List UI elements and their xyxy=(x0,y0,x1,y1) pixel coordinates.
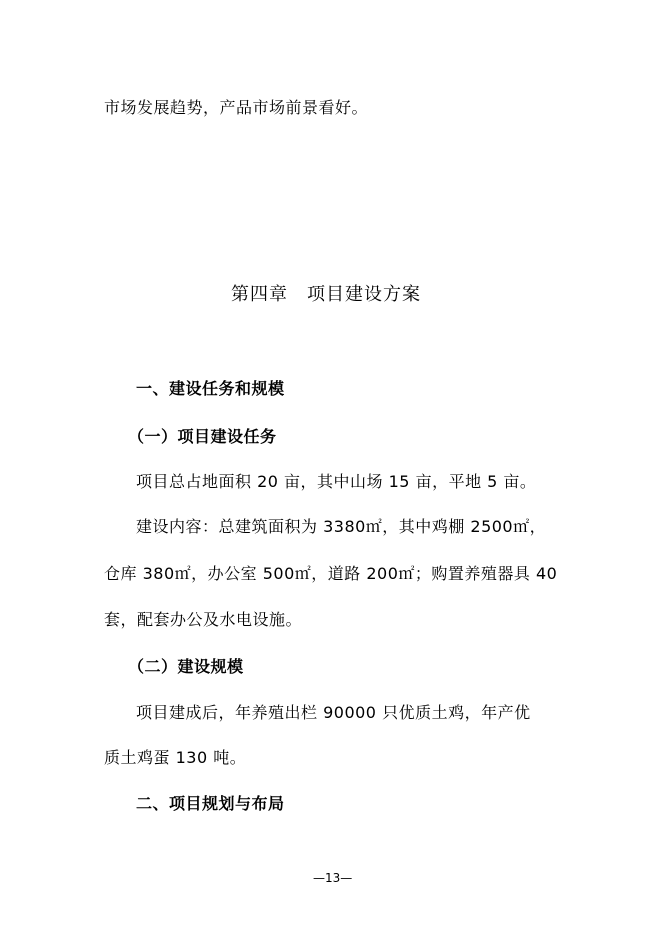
paragraph-construction-content-line2: 仓库 380㎡，办公室 500㎡，道路 200㎡；购置养殖器具 40 xyxy=(104,564,558,583)
section-heading-planning-layout: 二、项目规划与布局 xyxy=(136,794,285,813)
page-number: —13— xyxy=(313,871,353,885)
paragraph-scale-line2: 质土鸡蛋 130 吨。 xyxy=(104,748,247,767)
chapter-title: 第四章 项目建设方案 xyxy=(231,284,421,305)
continuation-text: 市场发展趋势，产品市场前景看好。 xyxy=(104,98,369,117)
paragraph-construction-content-line3: 套，配套办公及水电设施。 xyxy=(104,610,303,629)
section-heading-construction-tasks: 一、建设任务和规模 xyxy=(136,379,285,398)
paragraph-land-area: 项目总占地面积 20 亩，其中山场 15 亩，平地 5 亩。 xyxy=(136,472,537,491)
subsection-heading-tasks: （一）项目建设任务 xyxy=(128,427,277,446)
paragraph-scale-line1: 项目建成后，年养殖出栏 90000 只优质土鸡，年产优 xyxy=(136,703,531,722)
paragraph-construction-content-line1: 建设内容：总建筑面积为 3380㎡，其中鸡棚 2500㎡， xyxy=(136,517,547,536)
subsection-heading-scale: （二）建设规模 xyxy=(128,657,244,676)
